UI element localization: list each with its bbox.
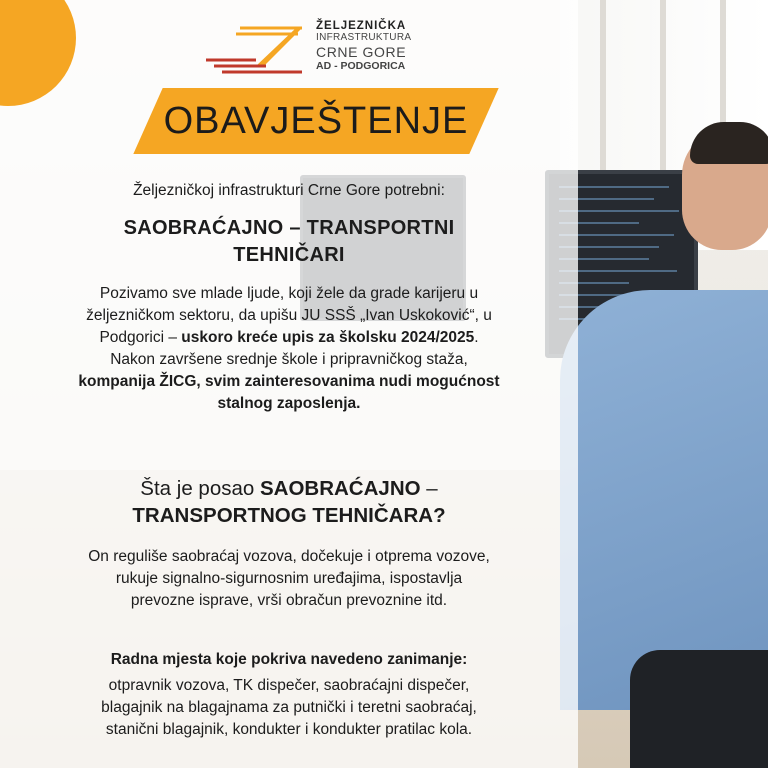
question-segment-bold: SAOBRAĆAJNO (259, 477, 421, 500)
question-heading (0, 475, 578, 529)
jobs-line: otpravnik vozova, TK dispečer, saobraćajni dispečer, (108, 677, 470, 694)
question-segment-bold: TRANSPORTNOG TEHNIČARA? (132, 504, 446, 527)
office-chair (630, 650, 768, 768)
person-body (560, 290, 768, 710)
zicg-logo-icon (206, 20, 316, 80)
paragraph-segment: . (474, 329, 479, 346)
jobs-line: blagajnik na blagajnama za putnički i teretni saobraćaj, (101, 699, 477, 716)
enrollment-highlight: uskoro kreće upis za školsku 2024/2025 (181, 329, 475, 346)
paragraph-line-bold (0, 371, 578, 393)
jobs-list (0, 675, 578, 741)
employment-highlight: kompanija ŽICG, svim zainteresovanima nudi mogućnost (78, 373, 500, 390)
description-line: On reguliše saobraćaj vozova, dočekuje i otprema vozove, (88, 548, 490, 565)
headline-line-2: TEHNIČARI (233, 244, 345, 266)
paragraph-line: Pozivamo sve mlade ljude, koji žele da grade karijeru u (99, 285, 479, 302)
paragraph-segment: Podgorici – (99, 329, 182, 346)
question-segment: – (420, 477, 438, 500)
invitation-paragraph (0, 283, 578, 415)
employment-highlight: stalnog zaposlenja. (217, 395, 361, 412)
description-line: rukuje signalno-sigurnosnim uređajima, ispostavlja (115, 570, 463, 587)
job-description (0, 546, 578, 612)
notice-banner (148, 88, 484, 154)
paragraph-line (0, 327, 578, 349)
description-line: prevozne isprave, vrši obračun prevoznine itd. (130, 592, 448, 609)
intro-text: Željezničkoj infrastrukturi Crne Gore potrebni: (133, 182, 445, 199)
jobs-line: stanični blagajnik, kondukter i kondukter pratilac kola. (105, 721, 473, 738)
company-logo (206, 20, 436, 80)
paragraph-line: željezničkom sektoru, da upišu JU SSŠ „Ivan Uskoković“, u (86, 307, 492, 324)
question-segment: Šta je posao (140, 477, 260, 500)
jobs-title: Radna mjesta koje pokriva navedeno zanimanje: (110, 651, 468, 668)
question-line-2 (0, 502, 578, 529)
question-line-1 (0, 475, 578, 502)
headline-line-1: SAOBRAĆAJNO – TRANSPORTNI (123, 217, 455, 239)
logo-text (316, 20, 426, 72)
logo-line-3: CRNE GORE (316, 44, 407, 60)
logo-line-1: ŽELJEZNIČKA (316, 20, 407, 32)
headline (0, 215, 578, 269)
logo-line-4: AD - PODGORICA (316, 60, 406, 72)
paragraph-line-bold (0, 393, 578, 415)
paragraph-line: Nakon završene srednje škole i pripravničkog staža, (110, 351, 468, 368)
banner-title: OBAVJEŠTENJE (163, 100, 469, 142)
logo-line-2: INFRASTRUKTURA (316, 32, 412, 43)
